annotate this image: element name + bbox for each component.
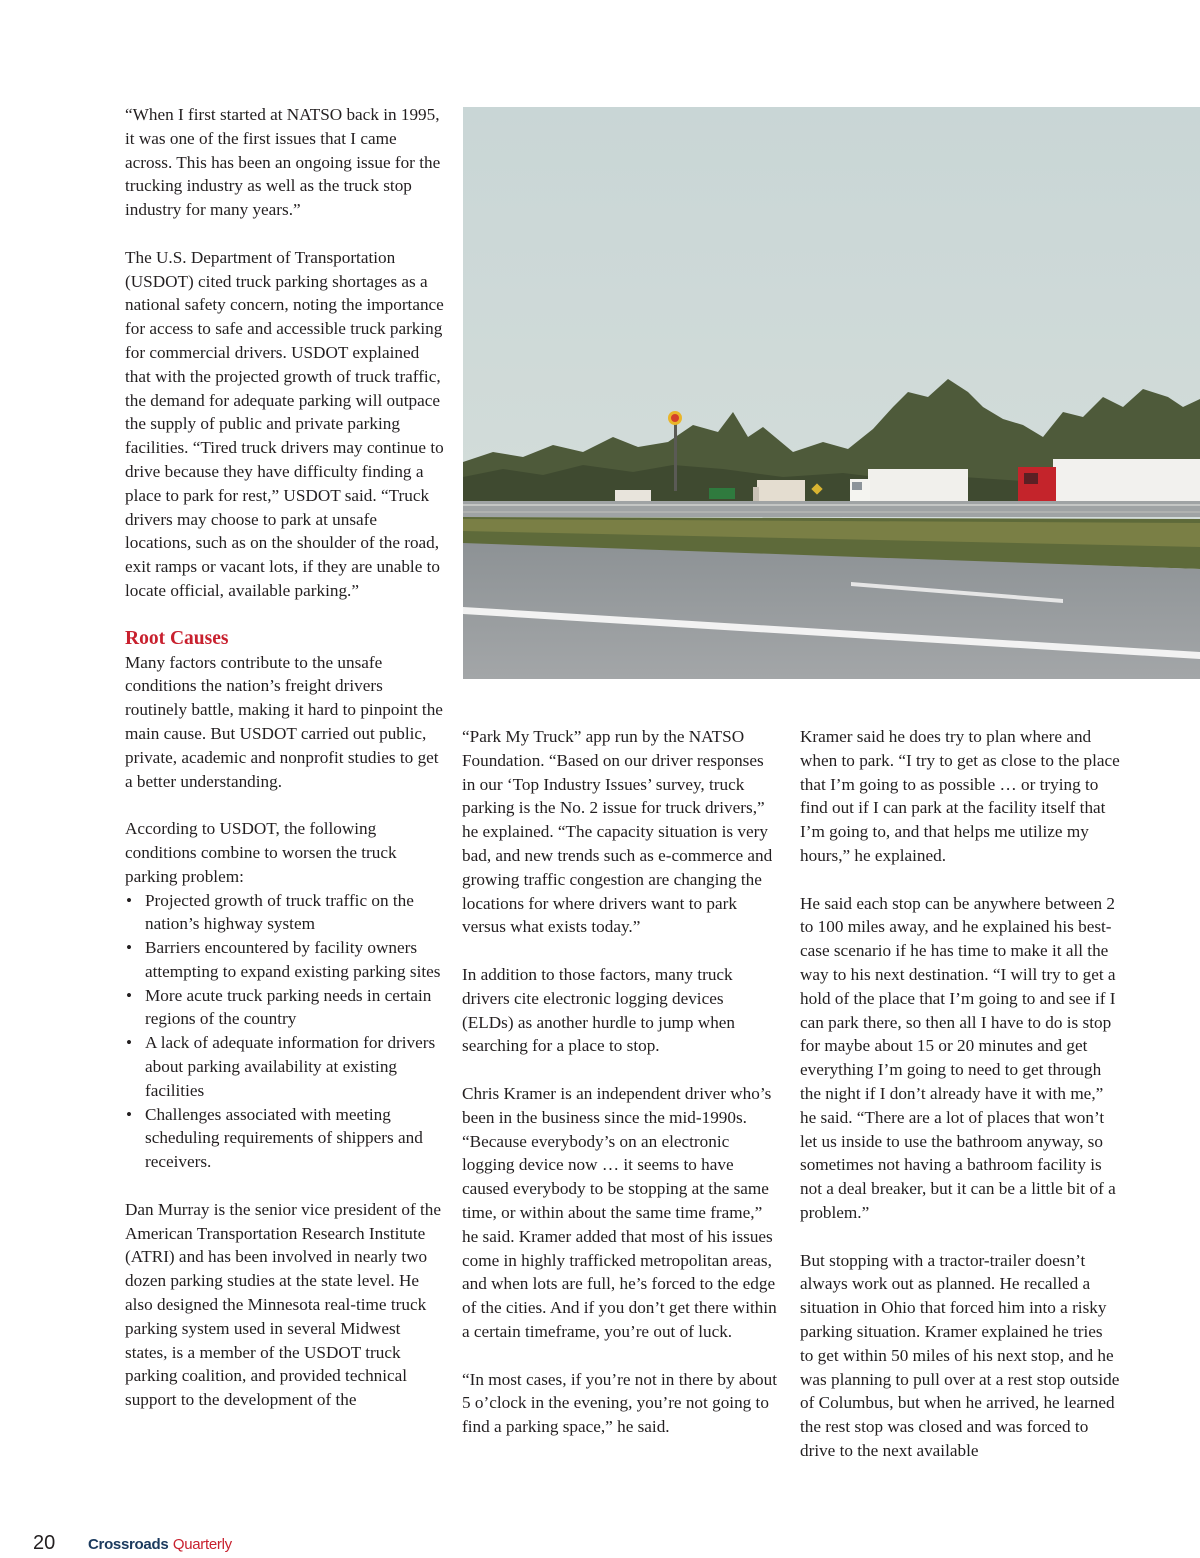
paragraph: Many factors contribute to the unsafe conditions the nation’s freight drivers routinely battle, making it hard to pinpoint the main cause. But USDOT carried out public, private, academic and nonprofit studies to get a better understanding. <box>125 652 443 791</box>
paragraph: “Park My Truck” app run by the NATSO Foundation. “Based on our driver responses in our ‘Top Industry Issues’ survey, truck parking is the No. 2 issue for truck drivers,” he explained. “The capacity situation is very bad, and new trends such as e-commerce and growing traffic congestion are changing the locations for where drivers want to park versus what exists today.” <box>462 727 773 937</box>
paragraph: According to USDOT, the following conditions combine to worsen the truck parking problem: <box>125 819 397 886</box>
text-column-right <box>800 725 1120 1463</box>
paragraph: “When I first started at NATSO back in 1995, it was one of the first issues that I came across. This has been an ongoing issue for the trucking industry as well as the truck stop industry for many years.” <box>125 105 441 220</box>
highway-trucks-photo <box>463 107 1200 679</box>
list-item: • Challenges associated with meeting scheduling requirements of shippers and receivers. <box>125 1103 445 1174</box>
paragraph: Kramer said he does try to plan where and when to park. “I try to get as close to the place that I’m going to as possible … or trying to find out if I can park at the facility itself that I’m going to, and that helps me utilize my hours,” he explained. <box>800 727 1120 865</box>
paragraph: Chris Kramer is an independent driver who’s been in the business since the mid-1990s. “Because everybody’s on an electronic logging device now … it seems to have caused everybody to be stopping at the same time, or within about the same time frame,” he said. Kramer added that most of his issues come in highly trafficked metropolitan areas, and when lots are full, he’s forced to the edge of the cities. And if you don’t get there within a certain timeframe, you’re out of luck. <box>462 1083 777 1341</box>
publication-name: Crossroads <box>88 1536 169 1553</box>
page-number: 20 <box>33 1532 56 1554</box>
bullet-list <box>125 889 445 1175</box>
list-item: • Barriers encountered by facility owners attempting to expand existing parking sites <box>125 936 445 984</box>
paragraph: Dan Murray is the senior vice president of the American Transportation Research Institute (ATRI) and has been involved in nearly two dozen parking studies at the state level. He also designed the Minnesota real-time truck parking system used in several Midwest states, is a member of the USDOT truck parking coalition, and provided technical support to the development of the <box>125 1199 441 1410</box>
section-heading: Root Causes <box>125 627 229 649</box>
list-item: • A lack of adequate information for drivers about parking availability at existing facilities <box>125 1031 445 1102</box>
list-item: • More acute truck parking needs in certain regions of the country <box>125 984 445 1032</box>
text-column-left <box>125 103 445 1412</box>
paragraph: The U.S. Department of Transportation (USDOT) cited truck parking shortages as a national safety concern, noting the importance for access to safe and accessible truck parking for commercial drivers. USDOT explained that with the projected growth of truck traffic, the demand for adequate parking will outpace the supply of public and private parking facilities. “Tired truck drivers may continue to drive because they have difficulty finding a place to park for rest,” USDOT said. “Truck drivers may choose to park at unsafe locations, such as on the shoulder of the road, exit ramps or vacant lots, if they are unable to locate official, available parking.” <box>125 247 444 600</box>
paragraph: But stopping with a tractor-trailer doesn’t always work out as planned. He recalled a situation in Ohio that forced him into a risky parking situation. Kramer explained he tries to get within 50 miles of his next stop, and he was planning to pull over at a rest stop outside of Columbus, but when he arrived, he learned the rest stop was closed and was forced to drive to the next available <box>800 1250 1120 1460</box>
publication-subtitle: Quarterly <box>172 1536 232 1553</box>
list-item: • Projected growth of truck traffic on the nation’s highway system <box>125 889 445 937</box>
paragraph: “In most cases, if you’re not in there by about 5 o’clock in the evening, you’re not going to find a parking space,” he said. <box>462 1369 778 1437</box>
paragraph: In addition to those factors, many truck drivers cite electronic logging devices (ELDs) as another hurdle to jump when searching for a place to stop. <box>462 964 736 1056</box>
page-footer <box>33 1532 232 1558</box>
text-column-middle <box>462 725 777 1439</box>
paragraph: He said each stop can be anywhere between 2 to 100 miles away, and he explained his best-case scenario if he has time to make it all the way to his next destination. “I will try to get a hold of the place that I’m going to and see if I can park there, so then all I have to do is stop for maybe about 15 or 20 minutes and get everything I’m going to need to get through the night if I don’t already have it with me,” he said. “There are a lot of places that won’t let us inside to use the bathroom anyway, so sometimes not having a bathroom facility is not a deal breaker, but it can be a little bit of a problem.” <box>800 893 1116 1222</box>
